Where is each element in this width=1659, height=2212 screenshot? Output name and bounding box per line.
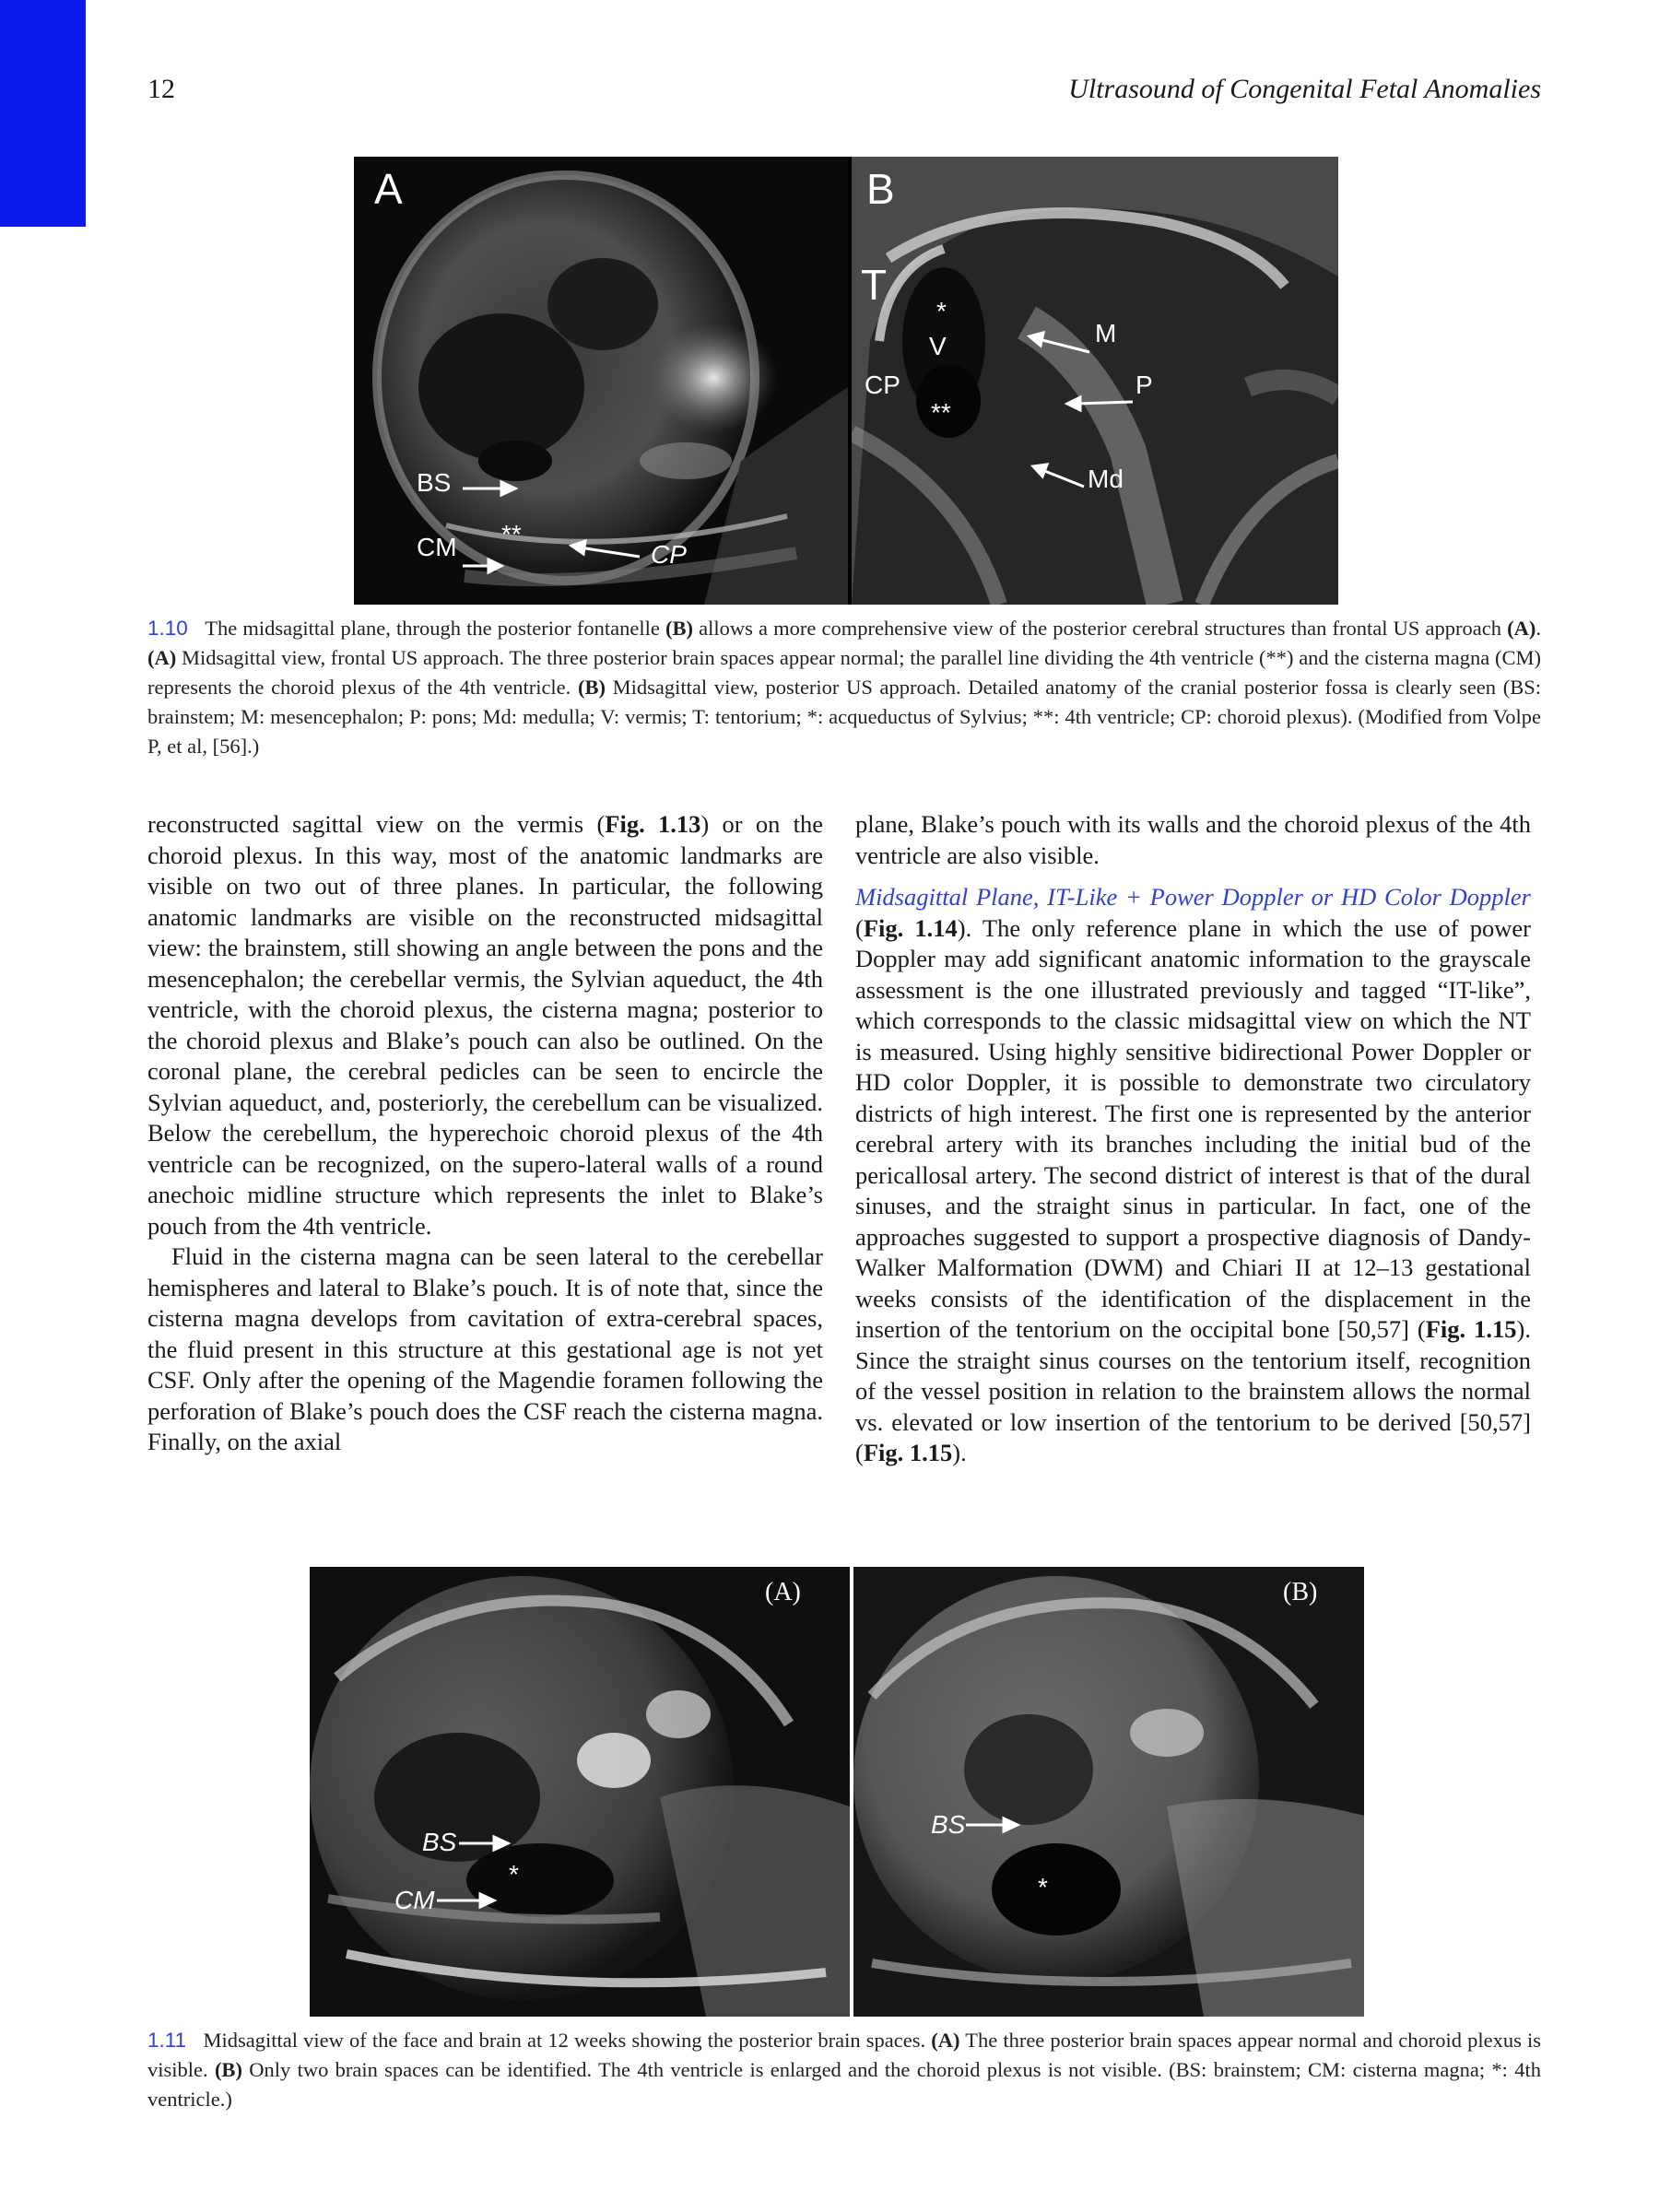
caption-bold: (A) bbox=[1507, 617, 1536, 640]
caption-bold: (B) bbox=[665, 617, 693, 640]
caption-bold: (B) bbox=[214, 2058, 242, 2081]
caption-text: allows a more comprehensive view of the posterior cerebral structures than frontal US approach bbox=[693, 617, 1508, 640]
label-stars-b: ** bbox=[931, 398, 951, 427]
arrows-overlay-b bbox=[852, 157, 1338, 605]
caption-figure-1-11 bbox=[147, 2026, 1541, 2114]
caption-bold: (A) bbox=[931, 2029, 960, 2052]
label-star: * bbox=[936, 297, 947, 325]
page-number: 12 bbox=[147, 74, 175, 104]
label-cm-1-11a: CM bbox=[394, 1886, 435, 1914]
label-md: Md bbox=[1088, 465, 1124, 493]
caption-text: . bbox=[1535, 617, 1541, 640]
label-star-1-11a: * bbox=[509, 1860, 519, 1888]
body-text: ( bbox=[855, 913, 864, 942]
label-p: P bbox=[1135, 371, 1153, 399]
body-text: ) or on the choroid plexus. In this way, most of the anatomic landmarks are visible on two out of three planes. In particular, the following anatomic landmarks are visible on the reconstructed midsagittal view: the brainstem, still showing an angle between the pons and the mesencephalon; the cerebellar vermis, the Sylvian aqueduct, the 4th ventricle, with the choroid plexus, the cisterna magna; posterior to the choroid plexus and Blake’s pouch can also be outlined. On the coronal plane, the cerebral pedicles can be seen to encircle the Sylvian aqueduct, and, posteriorly, the cerebellum can be visualized. Below the cerebellum, the hyperechoic choroid plexus of the 4th ventricle can be recognized, on the supero-lateral walls of a round anechoic midline structure which represents the inlet to Blake’s pouch from the 4th ventricle. bbox=[147, 810, 824, 1240]
figure-reference: Fig. 1.14 bbox=[863, 913, 958, 942]
caption-text: Only two brain spaces can be identified. The 4th ventricle is enlarged and the choroid plexus is not visible. (BS: brainstem; CM: cisterna magna; *: 4th ventricle.) bbox=[147, 2058, 1541, 2111]
figure-1-10-panel-a bbox=[354, 157, 848, 605]
caption-number: 1.10 bbox=[147, 617, 188, 640]
figure-1-11-panel-a bbox=[310, 1567, 850, 2017]
label-bs-1-11a: BS bbox=[422, 1828, 457, 1856]
caption-figure-1-10 bbox=[147, 614, 1541, 761]
label-stars: ** bbox=[501, 520, 522, 548]
label-cp-b: CP bbox=[865, 371, 900, 399]
left-column bbox=[147, 809, 823, 1458]
body-text: reconstructed sagittal view on the vermis ( bbox=[147, 810, 606, 838]
figure-1-10 bbox=[354, 157, 1338, 605]
panel-a-letter: A bbox=[374, 165, 403, 213]
caption-text: Midsagittal view, posterior US approach. Detailed anatomy of the cranial posterior fossa is clearly seen (BS: brainstem; M: mesencephalon; P: pons; Md: medulla; V: vermis; T: tentorium; *: acqueductus of Sylvius; **: 4th ventricle; CP: choroid plexus). (Modified from Volpe P, et al, [56].) bbox=[147, 676, 1541, 758]
right-column bbox=[855, 809, 1531, 1469]
caption-text: Midsagittal view of the face and brain at 12 weeks showing the posterior brain spaces. bbox=[203, 2029, 932, 2052]
section-heading: Midsagittal Plane, IT-Like + Power Doppler or HD Color Doppler bbox=[855, 883, 1531, 911]
label-bs: BS bbox=[417, 468, 452, 497]
arrows-overlay-c bbox=[310, 1567, 850, 2017]
running-title: Ultrasound of Congenital Fetal Anomalies bbox=[1068, 74, 1541, 104]
body-text: ). Since the straight sinus courses on the tentorium itself, recognition of the vessel position in relation to the brainstem allows the normal vs. elevated or low insertion of the tentorium to be derived [50,57] ( bbox=[855, 1315, 1531, 1466]
caption-text: Midsagittal view, frontal US approach. The three posterior brain spaces appear normal; the parallel line dividing the 4th ventricle (**) and the cisterna magna (CM) represents the choroid plexus of the 4th ventricle. bbox=[147, 646, 1541, 699]
panel-b-letter-1-11: (B) bbox=[1283, 1578, 1318, 1606]
paragraph bbox=[147, 809, 823, 1241]
label-t: T bbox=[861, 261, 888, 309]
figure-reference: Fig. 1.15 bbox=[1425, 1315, 1517, 1343]
body-text: ). bbox=[952, 1439, 967, 1466]
figure-1-11-panel-b bbox=[853, 1567, 1364, 2017]
label-star-1-11b: * bbox=[1038, 1873, 1048, 1901]
caption-bold: (A) bbox=[147, 646, 177, 669]
caption-number: 1.11 bbox=[147, 2029, 187, 2052]
arrows-overlay-d bbox=[853, 1567, 1364, 2017]
arrows-overlay-a bbox=[354, 157, 848, 605]
paragraph bbox=[855, 882, 1531, 1469]
caption-text: The midsagittal plane, through the posterior fontanelle bbox=[205, 617, 665, 640]
figure-1-11 bbox=[310, 1567, 1364, 2017]
figure-1-10-panel-b bbox=[852, 157, 1338, 605]
body-text: ). The only reference plane in which the use of power Doppler may add significant anatomic information to the grayscale assessment is the one illustrated previously and tagged “IT-like”, which corresponds to the classic midsagittal view on which the NT is measured. Using highly sensitive bidirectional Power Doppler or HD color Doppler, it is possible to demonstrate two circulatory districts of high interest. The first one is represented by the anterior cerebral artery with its branches including the initial bud of the pericallosal artery. The second district of interest is that of the dural sinuses, and the straight sinus in particular. In fact, one of the approaches suggested to support a prospective diagnosis of Dandy-Walker Malformation (DWM) and Chiari II at 12–13 gestational weeks consists of the identification of the displacement in the insertion of the tentorium on the occipital bone [50,57] ( bbox=[855, 913, 1531, 1343]
chapter-tab bbox=[0, 0, 86, 227]
label-m: M bbox=[1095, 319, 1117, 347]
label-bs-1-11b: BS bbox=[931, 1810, 966, 1839]
figure-reference: Fig. 1.13 bbox=[605, 810, 701, 838]
figure-reference: Fig. 1.15 bbox=[863, 1439, 953, 1466]
paragraph: Fluid in the cisterna magna can be seen lateral to the cerebellar hemispheres and lateral to Blake’s pouch. It is of note that, since the cisterna magna develops from cavitation of extra-cerebral spaces, the fluid present in this structure at this gestational age is not yet CSF. Only after the opening of the Magendie foramen following the perforation of Blake’s pouch does the CSF reach the cisterna magna. Finally, on the axial bbox=[147, 1242, 823, 1455]
panel-a-letter-1-11: (A) bbox=[765, 1578, 801, 1606]
label-cm: CM bbox=[417, 533, 457, 561]
caption-bold: (B) bbox=[577, 676, 606, 699]
paragraph: plane, Blake’s pouch with its walls and the choroid plexus of the 4th ventricle are also visible. bbox=[855, 810, 1531, 869]
label-cp: CP bbox=[651, 540, 687, 569]
caption-text: The three posterior brain spaces appear normal and choroid plexus is visible. bbox=[147, 2029, 1541, 2081]
label-v: V bbox=[929, 332, 947, 360]
panel-b-letter: B bbox=[866, 165, 895, 213]
